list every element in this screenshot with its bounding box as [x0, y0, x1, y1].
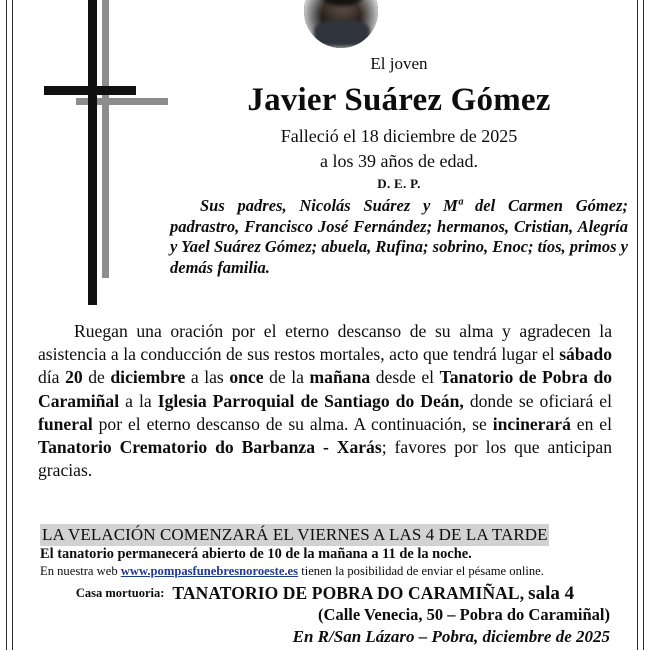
body-segment: a la: [119, 390, 158, 411]
preamble-text: El joven: [370, 54, 428, 73]
body-segment: desde el: [370, 367, 440, 388]
body-segment: ; favores por los que anticipan gracias.: [38, 437, 612, 481]
mortuary-room-number: sala 4: [528, 583, 575, 604]
header-block: [22, 0, 628, 278]
body-segment: por el eterno descanso de su alma. A continuación, se: [92, 413, 493, 434]
website-prefix-text: En nuestra web: [40, 564, 121, 578]
website-line: [40, 563, 544, 579]
body-segment: a las: [185, 367, 230, 388]
age-line: a los 39 años de edad.: [320, 151, 478, 171]
mortuary-house-row: [38, 583, 612, 605]
death-date-line: Falleció el 18 diciembre de 2025: [280, 126, 518, 146]
place-and-date: En R/San Lázaro – Pobra, diciembre de 2025: [292, 627, 610, 646]
body-segment: donde se oficiará el: [463, 390, 612, 411]
body-segment: en el: [570, 413, 612, 434]
body-segment: de la: [263, 367, 310, 388]
mortuary-house-label: Casa mortuoria:: [75, 586, 165, 600]
mortuary-house-value: TANATORIO DE POBRA DO CARAMIÑAL,: [172, 583, 525, 603]
vigil-notice-highlight: LA VELACIÓN COMENZARÁ EL VIERNES A LAS 4 DE LA TARDE: [42, 525, 548, 544]
body-emphasis-church: Iglesia Parroquial de Santiago do Deán,: [157, 390, 464, 411]
body-emphasis-month: diciembre: [110, 367, 186, 388]
body-emphasis-hour: once: [229, 367, 264, 388]
deceased-name: Javier Suárez Gómez: [247, 82, 551, 118]
body-emphasis-funeral-home: Tanatorio de Pobra do Caramiñal: [38, 367, 613, 411]
body-segment: de: [82, 367, 111, 388]
body-emphasis-crematorium: Tanatorio Crematorio do Barbanza - Xarás: [38, 437, 382, 458]
body-emphasis-weekday: sábado: [559, 344, 612, 365]
opening-hours-text: El tanatorio permanecerá abierto de 10 de la mañana a 11 de la noche.: [40, 546, 472, 562]
body-emphasis-service: funeral: [38, 413, 93, 434]
body-emphasis-daypart: mañana: [309, 367, 371, 388]
funeral-details-paragraph: [38, 320, 612, 482]
dep-abbreviation: D. E. P.: [377, 176, 421, 191]
mortuary-address: (Calle Venecia, 50 – Pobra do Caramiñal): [318, 605, 610, 624]
body-emphasis-cremation: incinerará: [492, 413, 571, 434]
website-suffix-text: tienen la posibilidad de enviar el pésame online.: [298, 564, 544, 578]
family-members-text: Sus padres, Nicolás Suárez y Mª del Carmen Gómez; padrastro, Francisco José Fernández; hermanos, Cristian, Alegría y Yael Suárez Gómez; abuela, Rufina; sobrino, Enoc; tíos, primos y demás familia.: [170, 196, 628, 277]
body-segment: Ruegan una oración por el eterno descanso de su alma y agradecen la asistencia a la conducción de sus restos mortales, acto que tendrá lugar el: [38, 321, 612, 365]
website-link[interactable]: www.pompasfunebresnoroeste.es: [120, 564, 299, 578]
body-segment: día: [38, 367, 66, 388]
body-emphasis-day: 20: [65, 367, 83, 388]
vigil-notice-row: [40, 524, 612, 546]
